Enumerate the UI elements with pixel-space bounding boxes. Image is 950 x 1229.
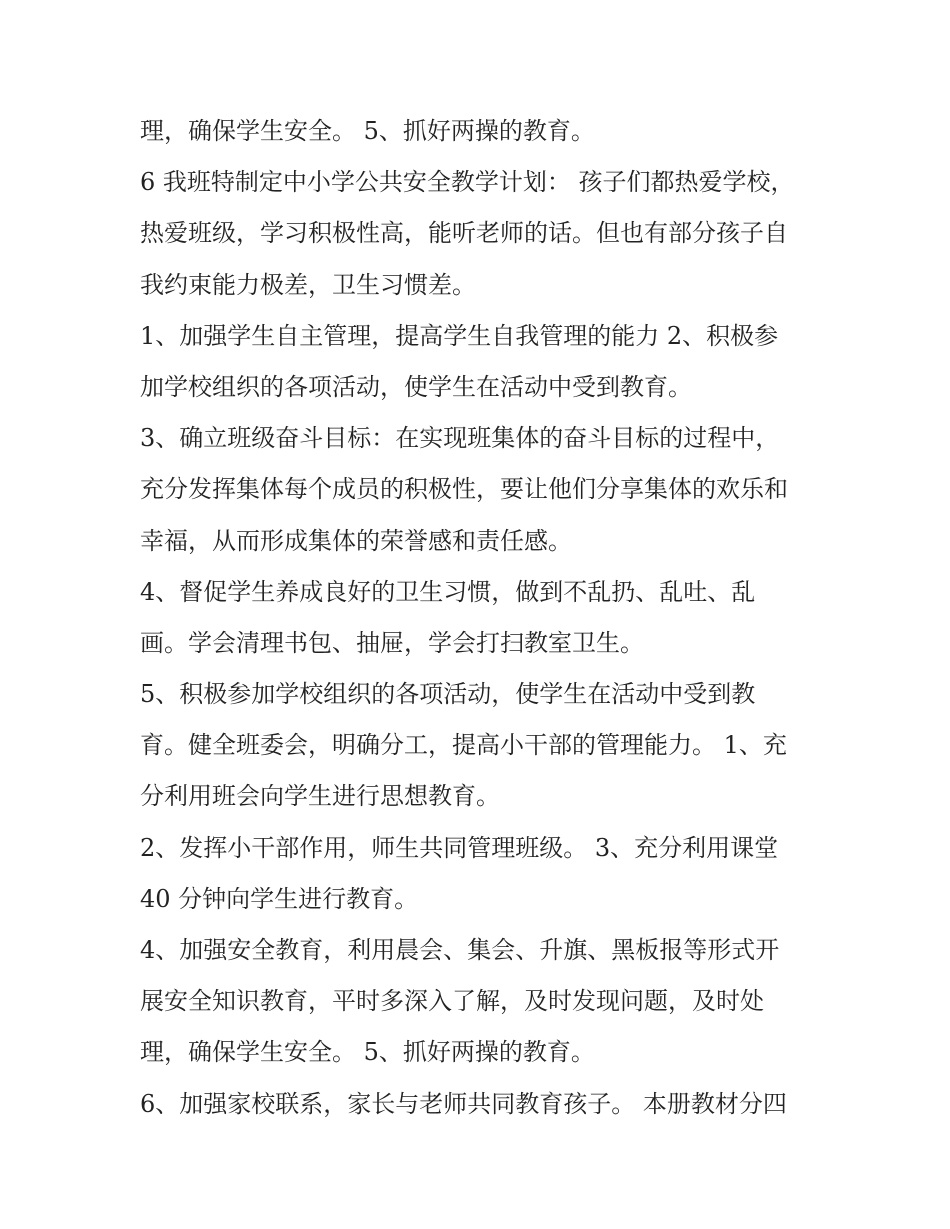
text-line: 4、督促学生养成良好的卫生习惯，做到不乱扔、乱吐、乱 xyxy=(140,577,756,606)
text-line: 理，确保学生安全。 5、抓好两操的教育。 xyxy=(140,117,595,145)
text-line: 1、加强学生自主管理，提高学生自我管理的能力 2、积极参 xyxy=(140,321,779,350)
text-line: 画。学会清理书包、抽屉，学会打扫教室卫生。 xyxy=(140,628,644,657)
text-line: 加学校组织的各项活动，使学生在活动中受到教育。 xyxy=(140,372,692,401)
text-line: 6 我班特制定中小学公共安全教学计划： 孩子们都热爱学校， xyxy=(140,168,795,197)
text-line: 6、加强家校联系，家长与老师共同教育孩子。 本册教材分四 xyxy=(140,1089,787,1118)
text-line: 分利用班会向学生进行思想教育。 xyxy=(140,782,500,811)
text-line: 4、加强安全教育，利用晨会、集会、升旗、黑板报等形式开 xyxy=(140,936,780,964)
text-line: 展安全知识教育，平时多深入了解，及时发现问题，及时处 xyxy=(140,987,764,1016)
text-line: 3、确立班级奋斗目标：在实现班集体的奋斗目标的过程中， xyxy=(140,424,780,453)
text-line: 热爱班级，学习积极性高，能听老师的话。但也有部分孩子自 xyxy=(140,219,788,248)
text-line: 我约束能力极差，卫生习惯差。 xyxy=(140,270,476,299)
text-line: 40 分钟向学生进行教育。 xyxy=(140,884,419,913)
text-line: 理，确保学生安全。 5、抓好两操的教育。 xyxy=(140,1038,595,1067)
text-line: 5、积极参加学校组织的各项活动，使学生在活动中受到教 xyxy=(140,680,756,709)
text-line: 育。健全班委会，明确分工，提高小干部的管理能力。 1、充 xyxy=(140,731,787,760)
text-line: 幸福，从而形成集体的荣誉感和责任感。 xyxy=(140,526,572,555)
document-body xyxy=(140,106,820,1130)
text-line: 2、发挥小干部作用，师生共同管理班级。 3、充分利用课堂 xyxy=(140,833,779,862)
text-line: 充分发挥集体每个成员的积极性，要让他们分享集体的欢乐和 xyxy=(140,475,788,504)
